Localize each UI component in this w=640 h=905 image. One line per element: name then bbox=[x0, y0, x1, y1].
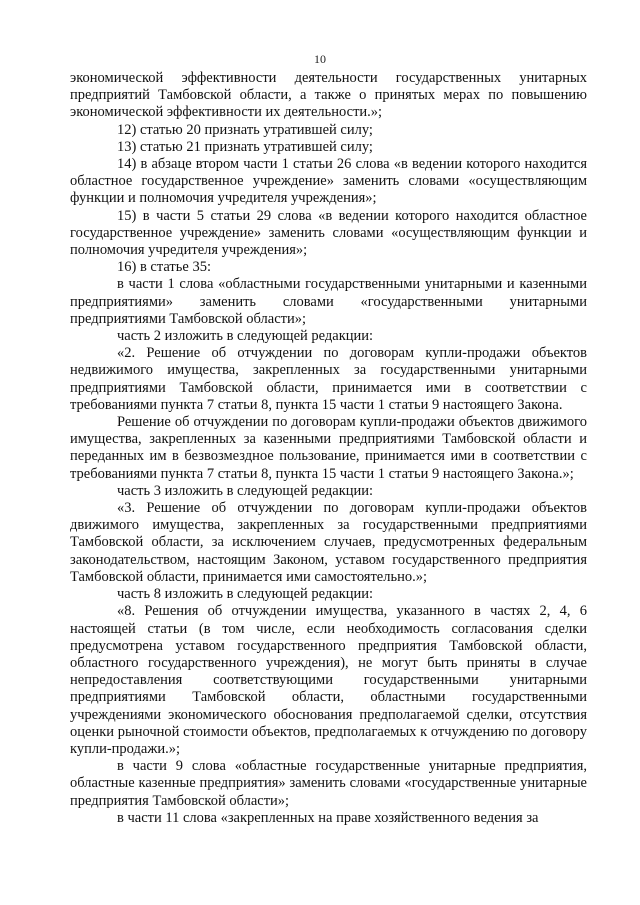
paragraph: 15) в части 5 статьи 29 слова «в ведении которого находится областное государственное учреждение» заменить словами «осуществляющим функции и полномочия учредителя учреждения»; bbox=[70, 207, 587, 259]
paragraph: «2. Решение об отчуждении по договорам купли-продажи объектов недвижимого имущества, закрепленных за государственными унитарными предприятиями Тамбовской области, принимается ими в соответствии с требованиями пункта 7 статьи 8, пункта 15 части 1 статьи 9 настоящего Закона. bbox=[70, 345, 587, 413]
paragraph: часть 8 изложить в следующей редакции: bbox=[117, 586, 374, 603]
paragraph: 13) статью 21 признать утратившей силу; bbox=[117, 138, 373, 155]
paragraph: в части 1 слова «областными государственными унитарными и казенными предприятиями» заменить словами «государственными унитарными предприятиями Тамбовской области»; bbox=[70, 276, 587, 327]
paragraph: в части 9 слова «областные государственные унитарные предприятия, областные казенные предприятия» заменить словами «государственные унитарные предприятия Тамбовской области»; bbox=[70, 758, 587, 809]
paragraph: «3. Решение об отчуждении по договорам купли-продажи объектов движимого имущества, закрепленных за государственными предприятиями Тамбовской области, за исключением случаев, предусмотренных федеральным законодательством, настоящим Законом, уставом государственного предприятия Тамбовской области, принимается ими самостоятельно.»; bbox=[70, 500, 587, 585]
paragraph: 16) в статье 35: bbox=[117, 259, 211, 276]
paragraph: Решение об отчуждении по договорам купли-продажи объектов движимого имущества, закрепленных за казенными предприятиями Тамбовской области и переданных им в безвозмездное пользование, принимается ими в соответствии с требованиями пункта 7 статьи 8, пункта 15 части 1 статьи 9 настоящего Закона.»; bbox=[70, 414, 587, 482]
page-number: 10 bbox=[314, 52, 326, 66]
paragraph: в части 11 слова «закрепленных на праве хозяйственного ведения за bbox=[117, 809, 539, 826]
paragraph: 14) в абзаце втором части 1 статьи 26 слова «в ведении которого находится областное государственное учреждение» заменить словами «осуществляющим функции и полномочия учредителя учреждения»; bbox=[70, 156, 587, 207]
paragraph: «8. Решения об отчуждении имущества, указанного в частях 2, 4, 6 настоящей статьи (в том числе, если необходимость согласования сделки предусмотрена уставом государственного предприятия Тамбовской области, областного государственного учреждения), не могут быть приняты в случае непредоставления соответствующими государственными унитарными предприятиями Тамбовской области, областными государственными учреждениями экономического обоснования предполагаемой сделки, отсутствия оценки рыночной стоимости объектов, предполагаемых к отчуждению по договору купли-продажи.»; bbox=[70, 603, 587, 757]
paragraph: часть 3 изложить в следующей редакции: bbox=[117, 482, 374, 499]
paragraph: 12) статью 20 признать утратившей силу; bbox=[117, 121, 373, 138]
document-body bbox=[70, 70, 587, 827]
paragraph: экономической эффективности деятельности государственных унитарных предприятий Тамбовской области, а также о принятых мерах по повышению экономической эффективности их деятельности.»; bbox=[70, 70, 587, 121]
paragraph: часть 2 изложить в следующей редакции: bbox=[117, 328, 374, 345]
